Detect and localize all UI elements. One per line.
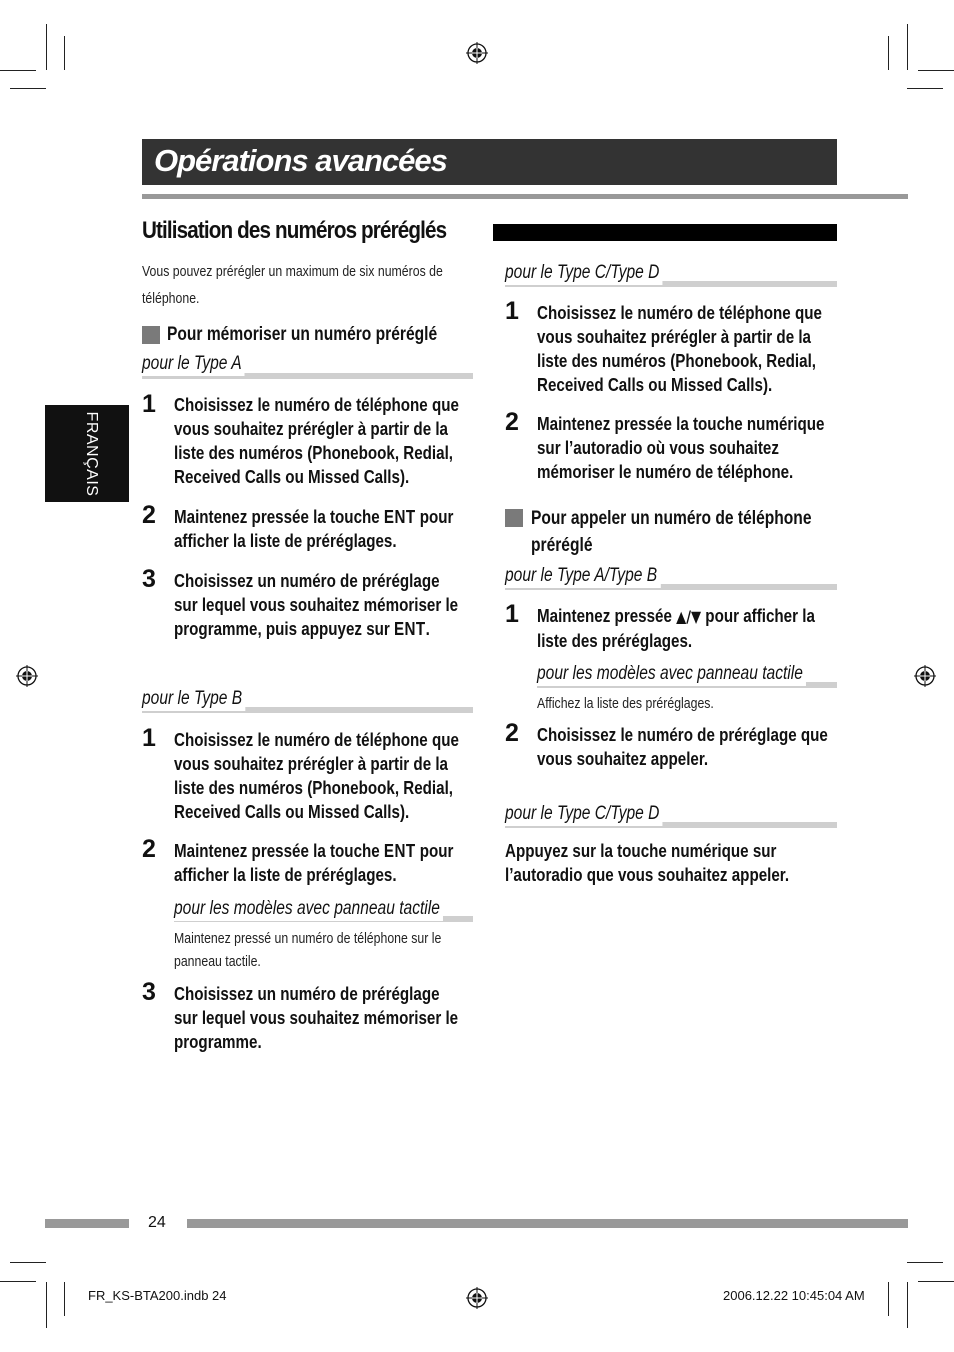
- call-heading: Pour appeler un numéro de téléphone préréglé: [531, 508, 812, 556]
- type-ab-step1-text: Maintenez pressée ▲/▼ pour afficher la liste des préréglages.: [537, 605, 815, 651]
- section-square-icon: [505, 509, 523, 527]
- type-cd-step2-text: Maintenez pressée la touche numérique sur l’autoradio où vous souhaitez mémoriser le numéro de téléphone.: [537, 413, 825, 482]
- print-file-info: FR_KS-BTA200.indb 24: [88, 1288, 227, 1303]
- type-a-label: pour le Type A: [142, 352, 245, 376]
- crop-mark: [10, 88, 46, 89]
- ent-key-label: ENT: [383, 840, 416, 861]
- step-number: 1: [142, 390, 156, 418]
- ent-key-label: ENT: [394, 618, 426, 639]
- step-number: 3: [142, 565, 156, 593]
- crop-mark: [907, 1282, 908, 1328]
- registration-mark-icon: [16, 665, 38, 687]
- type-cd-step1-text: Choisissez le numéro de téléphone que vous souhaitez prérégler à partir de la liste des numéros (Phonebook, Redial, Received Calls ou Missed Calls).: [537, 302, 822, 395]
- intro-text: Vous pouvez prérégler un maximum de six numéros de téléphone.: [142, 263, 443, 307]
- step-number: 3: [142, 978, 156, 1006]
- chapter-title: Opérations avancées: [154, 143, 447, 178]
- memorize-heading: Pour mémoriser un numéro préréglé: [167, 324, 438, 345]
- crop-mark: [888, 36, 889, 70]
- crop-mark: [888, 1282, 889, 1316]
- type-ab-touch-label: pour les modèles avec panneau tactile: [537, 662, 806, 686]
- step-number: 2: [142, 501, 156, 529]
- header-rule: [142, 194, 908, 199]
- step-number: 1: [505, 600, 519, 628]
- type-ab-label: pour le Type A/Type B: [505, 564, 660, 588]
- footer-rule-left: [45, 1219, 129, 1228]
- footer-rule-right: [187, 1219, 908, 1228]
- registration-mark-icon: [466, 1287, 488, 1309]
- crop-mark: [64, 1282, 65, 1316]
- type-cd-label: pour le Type C/Type D: [505, 261, 663, 285]
- registration-mark-icon: [466, 42, 488, 64]
- section-square-icon: [142, 326, 160, 344]
- section-title: Utilisation des numéros préréglés: [142, 217, 447, 244]
- crop-mark: [0, 1281, 36, 1282]
- type-b-step2-text: Maintenez pressée la touche ENT pour afficher la liste de préréglages.: [174, 840, 454, 885]
- type-b-step1-text: Choisissez le numéro de téléphone que vous souhaitez prérégler à partir de la liste des numéros (Phonebook, Redial, Received Calls ou Missed Calls).: [174, 729, 459, 822]
- crop-mark: [10, 1262, 46, 1263]
- type-b-step3-text: Choisissez un numéro de préréglage sur lequel vous souhaitez mémoriser le programme.: [174, 983, 459, 1052]
- type-ab-step2-text: Choisissez le numéro de préréglage que vous souhaitez appeler.: [537, 724, 828, 769]
- crop-mark: [0, 70, 36, 71]
- step-number: 2: [142, 835, 156, 863]
- ent-key-label: ENT: [383, 506, 416, 527]
- type-a-step2-text: Maintenez pressée la touche ENT pour afficher la liste de préréglages.: [174, 506, 454, 551]
- crop-mark: [46, 24, 47, 70]
- up-down-arrow-icon: ▲/▼: [676, 607, 702, 626]
- type-b-label: pour le Type B: [142, 687, 245, 711]
- type-a-step3-text: Choisissez un numéro de préréglage sur lequel vous souhaitez mémoriser le programme, puis appuyez sur ENT.: [174, 570, 459, 639]
- type-b-touch-label: pour les modèles avec panneau tactile: [174, 897, 443, 921]
- type-cd2-label: pour le Type C/Type D: [505, 802, 663, 826]
- step-number: 1: [505, 297, 519, 325]
- page-number: 24: [148, 1214, 166, 1231]
- crop-mark: [907, 88, 943, 89]
- crop-mark: [907, 1262, 943, 1263]
- registration-mark-icon: [914, 665, 936, 687]
- type-a-step1-text: Choisissez le numéro de téléphone que vous souhaitez prérégler à partir de la liste des numéros (Phonebook, Redial, Received Calls ou Missed Calls).: [174, 394, 459, 487]
- type-ab-touch-text: Affichez la liste des préréglages.: [537, 695, 714, 712]
- step-number: 1: [142, 724, 156, 752]
- crop-mark: [64, 36, 65, 70]
- language-tab-label: FRANÇAIS: [83, 411, 100, 497]
- crop-mark: [907, 24, 908, 70]
- crop-mark: [46, 1282, 47, 1328]
- crop-mark: [918, 1281, 954, 1282]
- type-b-touch-text: Maintenez pressé un numéro de téléphone sur le panneau tactile.: [174, 930, 442, 970]
- step-number: 2: [505, 408, 519, 436]
- print-date-info: 2006.12.22 10:45:04 AM: [723, 1288, 865, 1303]
- type-cd2-text: Appuyez sur la touche numérique sur l’autoradio que vous souhaitez appeler.: [505, 840, 790, 885]
- section-title-bar: [493, 224, 837, 241]
- step-number: 2: [505, 719, 519, 747]
- crop-mark: [918, 70, 954, 71]
